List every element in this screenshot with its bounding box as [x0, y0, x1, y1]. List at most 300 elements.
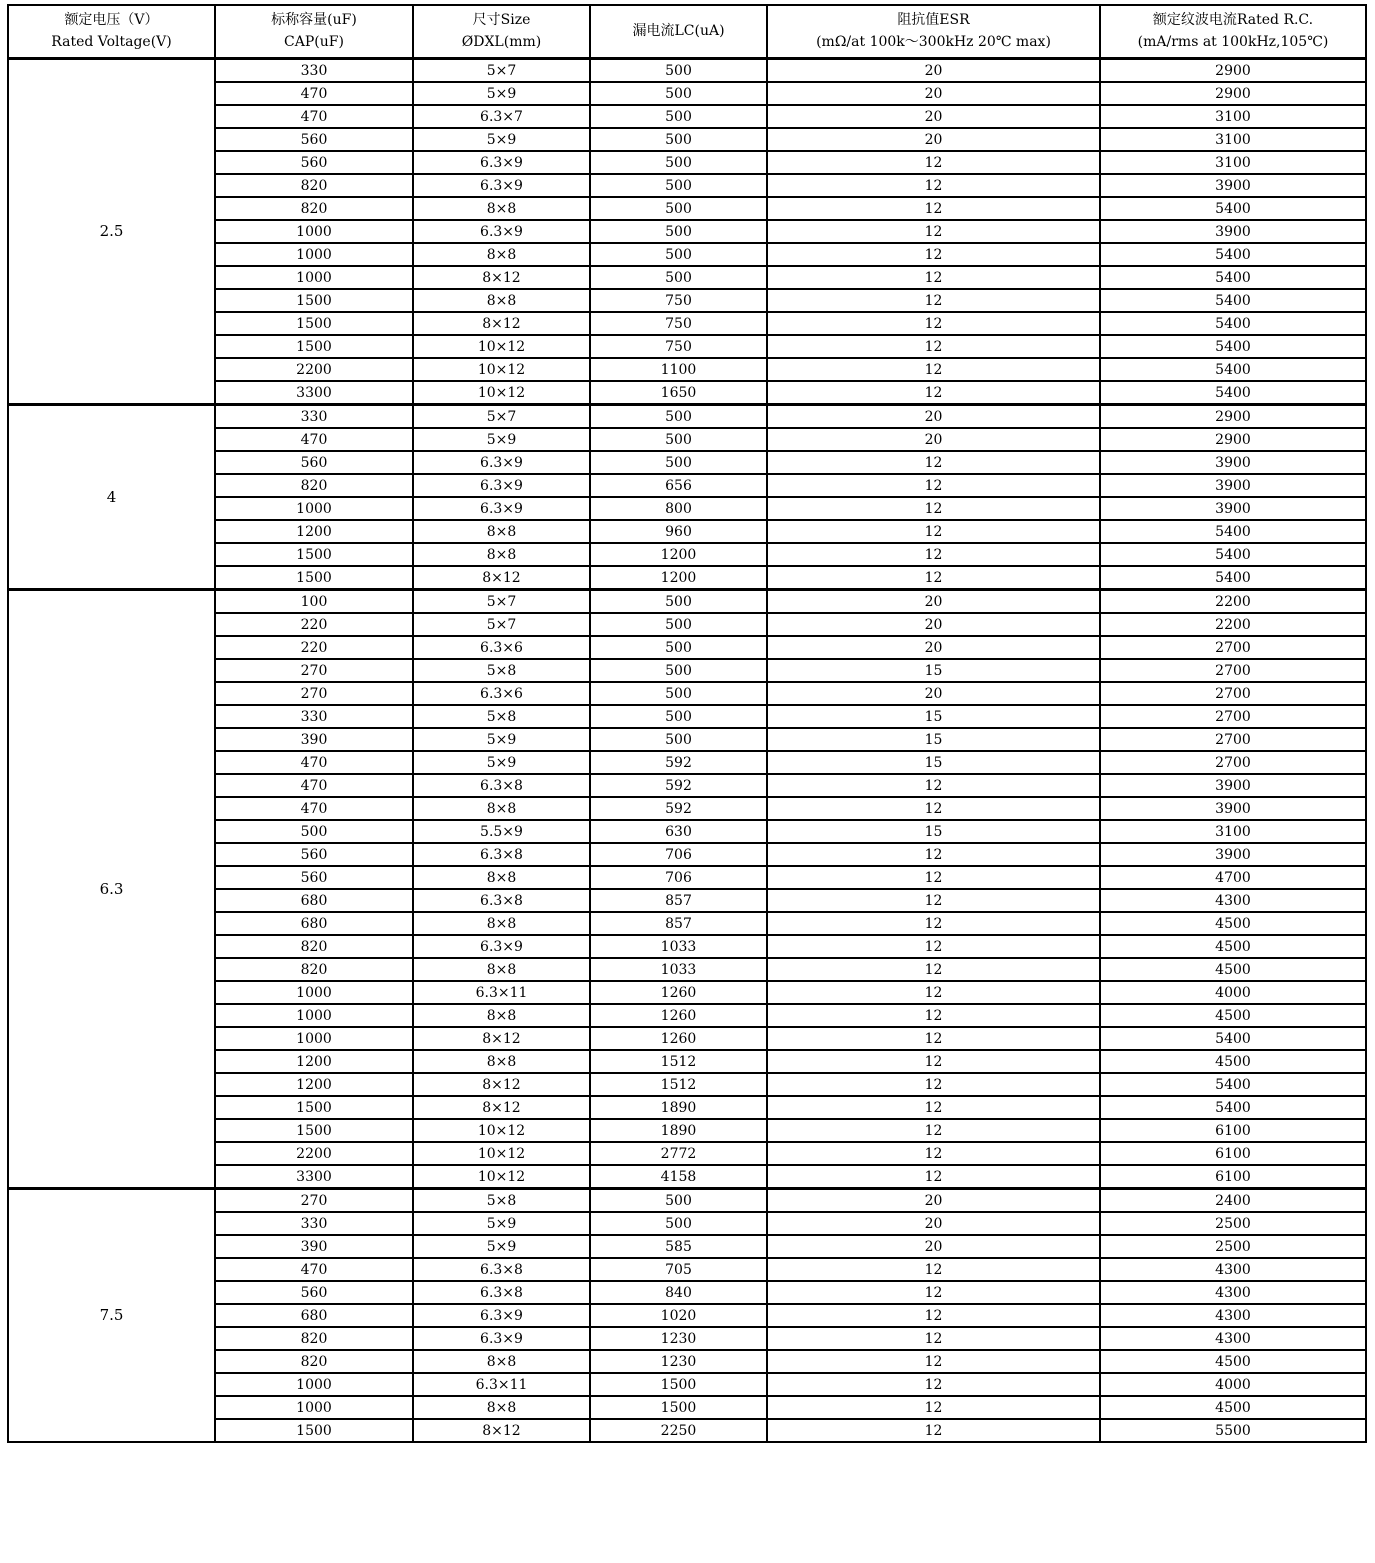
capacitance-cell: 270 — [215, 682, 413, 705]
size-cell: 6.3×9 — [413, 174, 590, 197]
ripple-current-cell: 2900 — [1100, 82, 1366, 105]
size-cell: 8×8 — [413, 1050, 590, 1073]
esr-cell: 12 — [767, 566, 1100, 590]
ripple-current-cell: 2900 — [1100, 405, 1366, 429]
esr-cell: 15 — [767, 728, 1100, 751]
table-body — [8, 59, 1366, 1443]
ripple-current-cell: 5400 — [1100, 335, 1366, 358]
ripple-current-cell: 6100 — [1100, 1142, 1366, 1165]
leakage-current-cell: 500 — [590, 451, 767, 474]
leakage-current-cell: 960 — [590, 520, 767, 543]
size-cell: 6.3×7 — [413, 105, 590, 128]
capacitance-cell: 470 — [215, 797, 413, 820]
size-cell: 10×12 — [413, 381, 590, 405]
ripple-current-cell: 2700 — [1100, 636, 1366, 659]
leakage-current-cell: 706 — [590, 843, 767, 866]
header-esr-condition: (mΩ/at 100k～300kHz 20℃ max) — [816, 33, 1051, 50]
size-cell: 5×7 — [413, 613, 590, 636]
ripple-current-cell: 3100 — [1100, 820, 1366, 843]
esr-cell: 12 — [767, 1373, 1100, 1396]
size-cell: 8×8 — [413, 797, 590, 820]
capacitance-cell: 560 — [215, 866, 413, 889]
header-capacitance — [215, 5, 413, 59]
leakage-current-cell: 1890 — [590, 1096, 767, 1119]
header-leakage-current — [590, 5, 767, 59]
size-cell: 6.3×9 — [413, 497, 590, 520]
esr-cell: 12 — [767, 958, 1100, 981]
esr-cell: 12 — [767, 266, 1100, 289]
ripple-current-cell: 2700 — [1100, 659, 1366, 682]
ripple-current-cell: 2700 — [1100, 728, 1366, 751]
ripple-current-cell: 4500 — [1100, 1050, 1366, 1073]
size-cell: 10×12 — [413, 1165, 590, 1189]
size-cell: 8×12 — [413, 1419, 590, 1442]
capacitance-cell: 1000 — [215, 220, 413, 243]
esr-cell: 12 — [767, 981, 1100, 1004]
header-esr-zh: 阻抗值ESR — [897, 11, 970, 28]
capacitance-cell: 820 — [215, 474, 413, 497]
ripple-current-cell: 2200 — [1100, 590, 1366, 614]
ripple-current-cell: 6100 — [1100, 1119, 1366, 1142]
esr-cell: 12 — [767, 1419, 1100, 1442]
capacitance-cell: 1500 — [215, 335, 413, 358]
size-cell: 6.3×9 — [413, 451, 590, 474]
ripple-current-cell: 3900 — [1100, 497, 1366, 520]
esr-cell: 12 — [767, 381, 1100, 405]
size-cell: 8×8 — [413, 1396, 590, 1419]
size-cell: 10×12 — [413, 1119, 590, 1142]
size-cell: 10×12 — [413, 1142, 590, 1165]
leakage-current-cell: 500 — [590, 728, 767, 751]
size-cell: 6.3×9 — [413, 1327, 590, 1350]
leakage-current-cell: 592 — [590, 774, 767, 797]
capacitance-cell: 270 — [215, 1189, 413, 1213]
esr-cell: 12 — [767, 335, 1100, 358]
ripple-current-cell: 5400 — [1100, 1096, 1366, 1119]
size-cell: 5×9 — [413, 751, 590, 774]
header-esr — [767, 5, 1100, 59]
capacitance-cell: 1000 — [215, 981, 413, 1004]
ripple-current-cell: 4300 — [1100, 1304, 1366, 1327]
ripple-current-cell: 2500 — [1100, 1235, 1366, 1258]
capacitance-cell: 820 — [215, 958, 413, 981]
esr-cell: 12 — [767, 1350, 1100, 1373]
ripple-current-cell: 5400 — [1100, 266, 1366, 289]
leakage-current-cell: 1512 — [590, 1073, 767, 1096]
size-cell: 10×12 — [413, 335, 590, 358]
esr-cell: 20 — [767, 59, 1100, 83]
leakage-current-cell: 500 — [590, 590, 767, 614]
esr-cell: 20 — [767, 128, 1100, 151]
size-cell: 5×9 — [413, 1235, 590, 1258]
leakage-current-cell: 500 — [590, 613, 767, 636]
capacitance-cell: 3300 — [215, 381, 413, 405]
leakage-current-cell: 2772 — [590, 1142, 767, 1165]
ripple-current-cell: 5400 — [1100, 1027, 1366, 1050]
capacitance-cell: 560 — [215, 128, 413, 151]
esr-cell: 12 — [767, 243, 1100, 266]
esr-cell: 12 — [767, 1304, 1100, 1327]
esr-cell: 12 — [767, 866, 1100, 889]
size-cell: 8×12 — [413, 312, 590, 335]
esr-cell: 12 — [767, 912, 1100, 935]
esr-cell: 20 — [767, 590, 1100, 614]
leakage-current-cell: 1512 — [590, 1050, 767, 1073]
esr-cell: 20 — [767, 1235, 1100, 1258]
size-cell: 8×12 — [413, 1073, 590, 1096]
leakage-current-cell: 500 — [590, 428, 767, 451]
leakage-current-cell: 1500 — [590, 1396, 767, 1419]
leakage-current-cell: 1020 — [590, 1304, 767, 1327]
leakage-current-cell: 4158 — [590, 1165, 767, 1189]
esr-cell: 12 — [767, 774, 1100, 797]
capacitance-cell: 1200 — [215, 1073, 413, 1096]
capacitance-cell: 560 — [215, 843, 413, 866]
esr-cell: 12 — [767, 174, 1100, 197]
leakage-current-cell: 1650 — [590, 381, 767, 405]
leakage-current-cell: 500 — [590, 82, 767, 105]
leakage-current-cell: 500 — [590, 1212, 767, 1235]
capacitance-cell: 2200 — [215, 358, 413, 381]
size-cell: 5×8 — [413, 1189, 590, 1213]
ripple-current-cell: 5400 — [1100, 381, 1366, 405]
rated-voltage-cell: 6.3 — [8, 590, 215, 1189]
ripple-current-cell: 2500 — [1100, 1212, 1366, 1235]
size-cell: 5×9 — [413, 128, 590, 151]
esr-cell: 12 — [767, 151, 1100, 174]
table-row — [8, 1189, 1366, 1213]
esr-cell: 12 — [767, 1258, 1100, 1281]
size-cell: 8×8 — [413, 958, 590, 981]
esr-cell: 12 — [767, 497, 1100, 520]
capacitance-cell: 1000 — [215, 497, 413, 520]
ripple-current-cell: 4000 — [1100, 981, 1366, 1004]
capacitance-cell: 470 — [215, 428, 413, 451]
ripple-current-cell: 5400 — [1100, 289, 1366, 312]
size-cell: 8×8 — [413, 520, 590, 543]
leakage-current-cell: 750 — [590, 312, 767, 335]
ripple-current-cell: 2400 — [1100, 1189, 1366, 1213]
leakage-current-cell: 500 — [590, 151, 767, 174]
esr-cell: 12 — [767, 312, 1100, 335]
capacitance-cell: 500 — [215, 820, 413, 843]
size-cell: 5×9 — [413, 1212, 590, 1235]
header-ripple-current — [1100, 5, 1366, 59]
leakage-current-cell: 1200 — [590, 566, 767, 590]
ripple-current-cell: 4500 — [1100, 1004, 1366, 1027]
capacitance-cell: 330 — [215, 705, 413, 728]
size-cell: 8×12 — [413, 1096, 590, 1119]
leakage-current-cell: 1500 — [590, 1373, 767, 1396]
size-cell: 6.3×8 — [413, 1258, 590, 1281]
leakage-current-cell: 592 — [590, 751, 767, 774]
ripple-current-cell: 4500 — [1100, 912, 1366, 935]
leakage-current-cell: 857 — [590, 889, 767, 912]
capacitance-cell: 820 — [215, 1327, 413, 1350]
header-leakage-current-label: 漏电流LC(uA) — [632, 22, 725, 39]
leakage-current-cell: 656 — [590, 474, 767, 497]
leakage-current-cell: 1260 — [590, 1027, 767, 1050]
esr-cell: 12 — [767, 1327, 1100, 1350]
ripple-current-cell: 5400 — [1100, 566, 1366, 590]
size-cell: 5×7 — [413, 590, 590, 614]
capacitance-cell: 1000 — [215, 1004, 413, 1027]
capacitance-cell: 330 — [215, 1212, 413, 1235]
esr-cell: 12 — [767, 451, 1100, 474]
size-cell: 6.3×6 — [413, 682, 590, 705]
ripple-current-cell: 5400 — [1100, 243, 1366, 266]
leakage-current-cell: 1033 — [590, 935, 767, 958]
capacitance-cell: 820 — [215, 935, 413, 958]
header-size — [413, 5, 590, 59]
leakage-current-cell: 592 — [590, 797, 767, 820]
size-cell: 6.3×8 — [413, 843, 590, 866]
leakage-current-cell: 500 — [590, 405, 767, 429]
esr-cell: 20 — [767, 613, 1100, 636]
leakage-current-cell: 500 — [590, 636, 767, 659]
capacitance-cell: 470 — [215, 1258, 413, 1281]
size-cell: 8×8 — [413, 197, 590, 220]
capacitance-cell: 1500 — [215, 1419, 413, 1442]
ripple-current-cell: 2700 — [1100, 705, 1366, 728]
leakage-current-cell: 1033 — [590, 958, 767, 981]
esr-cell: 12 — [767, 520, 1100, 543]
size-cell: 6.3×9 — [413, 1304, 590, 1327]
ripple-current-cell: 4300 — [1100, 889, 1366, 912]
size-cell: 6.3×11 — [413, 981, 590, 1004]
capacitance-cell: 1200 — [215, 520, 413, 543]
capacitance-cell: 680 — [215, 912, 413, 935]
esr-cell: 12 — [767, 1004, 1100, 1027]
ripple-current-cell: 5400 — [1100, 520, 1366, 543]
size-cell: 6.3×6 — [413, 636, 590, 659]
esr-cell: 20 — [767, 1212, 1100, 1235]
table-header — [8, 5, 1366, 59]
esr-cell: 12 — [767, 220, 1100, 243]
esr-cell: 12 — [767, 197, 1100, 220]
ripple-current-cell: 3100 — [1100, 105, 1366, 128]
size-cell: 5×8 — [413, 705, 590, 728]
esr-cell: 20 — [767, 405, 1100, 429]
ripple-current-cell: 5400 — [1100, 312, 1366, 335]
ripple-current-cell: 3900 — [1100, 174, 1366, 197]
ripple-current-cell: 4500 — [1100, 935, 1366, 958]
header-row — [8, 5, 1366, 59]
leakage-current-cell: 500 — [590, 197, 767, 220]
esr-cell: 12 — [767, 1073, 1100, 1096]
capacitor-spec-table — [7, 4, 1367, 1443]
rated-voltage-cell: 7.5 — [8, 1189, 215, 1443]
ripple-current-cell: 4500 — [1100, 958, 1366, 981]
ripple-current-cell: 3900 — [1100, 220, 1366, 243]
esr-cell: 20 — [767, 105, 1100, 128]
size-cell: 5.5×9 — [413, 820, 590, 843]
ripple-current-cell: 3900 — [1100, 474, 1366, 497]
leakage-current-cell: 1260 — [590, 1004, 767, 1027]
header-rated-voltage-en: Rated Voltage(V) — [51, 33, 172, 50]
leakage-current-cell: 857 — [590, 912, 767, 935]
header-size-zh: 尺寸Size — [472, 11, 531, 28]
leakage-current-cell: 750 — [590, 289, 767, 312]
esr-cell: 12 — [767, 935, 1100, 958]
capacitance-cell: 390 — [215, 728, 413, 751]
capacitance-cell: 820 — [215, 197, 413, 220]
leakage-current-cell: 500 — [590, 128, 767, 151]
ripple-current-cell: 2900 — [1100, 428, 1366, 451]
ripple-current-cell: 5400 — [1100, 543, 1366, 566]
capacitance-cell: 270 — [215, 659, 413, 682]
capacitance-cell: 470 — [215, 751, 413, 774]
esr-cell: 12 — [767, 474, 1100, 497]
size-cell: 5×7 — [413, 59, 590, 83]
capacitance-cell: 330 — [215, 59, 413, 83]
leakage-current-cell: 1200 — [590, 543, 767, 566]
ripple-current-cell: 2700 — [1100, 751, 1366, 774]
esr-cell: 12 — [767, 1165, 1100, 1189]
capacitance-cell: 680 — [215, 1304, 413, 1327]
header-capacitance-zh: 标称容量(uF) — [271, 11, 357, 28]
leakage-current-cell: 705 — [590, 1258, 767, 1281]
capacitance-cell: 390 — [215, 1235, 413, 1258]
leakage-current-cell: 2250 — [590, 1419, 767, 1442]
leakage-current-cell: 1260 — [590, 981, 767, 1004]
capacitance-cell: 820 — [215, 174, 413, 197]
size-cell: 8×8 — [413, 1004, 590, 1027]
capacitance-cell: 1200 — [215, 1050, 413, 1073]
capacitance-cell: 330 — [215, 405, 413, 429]
leakage-current-cell: 500 — [590, 174, 767, 197]
esr-cell: 12 — [767, 889, 1100, 912]
esr-cell: 12 — [767, 289, 1100, 312]
size-cell: 8×8 — [413, 866, 590, 889]
esr-cell: 15 — [767, 751, 1100, 774]
capacitance-cell: 2200 — [215, 1142, 413, 1165]
ripple-current-cell: 6100 — [1100, 1165, 1366, 1189]
ripple-current-cell: 4300 — [1100, 1258, 1366, 1281]
leakage-current-cell: 1230 — [590, 1327, 767, 1350]
esr-cell: 15 — [767, 705, 1100, 728]
leakage-current-cell: 706 — [590, 866, 767, 889]
ripple-current-cell: 4300 — [1100, 1327, 1366, 1350]
capacitance-cell: 1000 — [215, 266, 413, 289]
ripple-current-cell: 2900 — [1100, 59, 1366, 83]
size-cell: 8×8 — [413, 543, 590, 566]
capacitance-cell: 470 — [215, 105, 413, 128]
esr-cell: 12 — [767, 1281, 1100, 1304]
size-cell: 8×8 — [413, 289, 590, 312]
size-cell: 5×9 — [413, 728, 590, 751]
capacitance-cell: 3300 — [215, 1165, 413, 1189]
leakage-current-cell: 500 — [590, 59, 767, 83]
esr-cell: 20 — [767, 636, 1100, 659]
leakage-current-cell: 500 — [590, 220, 767, 243]
leakage-current-cell: 1890 — [590, 1119, 767, 1142]
ripple-current-cell: 3900 — [1100, 774, 1366, 797]
ripple-current-cell: 4000 — [1100, 1373, 1366, 1396]
size-cell: 8×8 — [413, 243, 590, 266]
esr-cell: 12 — [767, 1027, 1100, 1050]
esr-cell: 12 — [767, 543, 1100, 566]
capacitance-cell: 470 — [215, 82, 413, 105]
ripple-current-cell: 3900 — [1100, 451, 1366, 474]
size-cell: 6.3×9 — [413, 151, 590, 174]
esr-cell: 12 — [767, 1396, 1100, 1419]
capacitance-cell: 1500 — [215, 312, 413, 335]
capacitance-cell: 1500 — [215, 289, 413, 312]
ripple-current-cell: 3900 — [1100, 843, 1366, 866]
capacitance-cell: 220 — [215, 636, 413, 659]
capacitance-cell: 560 — [215, 151, 413, 174]
ripple-current-cell: 3100 — [1100, 128, 1366, 151]
table-row — [8, 405, 1366, 429]
ripple-current-cell: 5500 — [1100, 1419, 1366, 1442]
ripple-current-cell: 4300 — [1100, 1281, 1366, 1304]
header-ripple-current-condition: (mA/rms at 100kHz,105℃) — [1137, 33, 1329, 50]
size-cell: 8×12 — [413, 266, 590, 289]
esr-cell: 20 — [767, 1189, 1100, 1213]
esr-cell: 12 — [767, 1119, 1100, 1142]
leakage-current-cell: 500 — [590, 105, 767, 128]
esr-cell: 12 — [767, 797, 1100, 820]
esr-cell: 15 — [767, 820, 1100, 843]
capacitance-cell: 560 — [215, 451, 413, 474]
table-row — [8, 59, 1366, 83]
header-rated-voltage — [8, 5, 215, 59]
esr-cell: 20 — [767, 682, 1100, 705]
size-cell: 8×12 — [413, 566, 590, 590]
size-cell: 6.3×8 — [413, 774, 590, 797]
capacitance-cell: 680 — [215, 889, 413, 912]
size-cell: 10×12 — [413, 358, 590, 381]
esr-cell: 12 — [767, 1096, 1100, 1119]
capacitance-cell: 1500 — [215, 566, 413, 590]
leakage-current-cell: 500 — [590, 659, 767, 682]
size-cell: 6.3×9 — [413, 220, 590, 243]
leakage-current-cell: 750 — [590, 335, 767, 358]
ripple-current-cell: 2200 — [1100, 613, 1366, 636]
ripple-current-cell: 4500 — [1100, 1396, 1366, 1419]
ripple-current-cell: 4700 — [1100, 866, 1366, 889]
capacitance-cell: 1500 — [215, 1119, 413, 1142]
leakage-current-cell: 1100 — [590, 358, 767, 381]
header-ripple-current-zh: 额定纹波电流Rated R.C. — [1152, 11, 1314, 28]
ripple-current-cell: 3100 — [1100, 151, 1366, 174]
ripple-current-cell: 5400 — [1100, 197, 1366, 220]
size-cell: 8×8 — [413, 1350, 590, 1373]
capacitance-cell: 1000 — [215, 1396, 413, 1419]
ripple-current-cell: 3900 — [1100, 797, 1366, 820]
size-cell: 8×8 — [413, 912, 590, 935]
esr-cell: 20 — [767, 428, 1100, 451]
leakage-current-cell: 500 — [590, 1189, 767, 1213]
table-row — [8, 590, 1366, 614]
capacitance-cell: 220 — [215, 613, 413, 636]
rated-voltage-cell: 4 — [8, 405, 215, 590]
leakage-current-cell: 800 — [590, 497, 767, 520]
size-cell: 6.3×9 — [413, 935, 590, 958]
size-cell: 6.3×8 — [413, 1281, 590, 1304]
ripple-current-cell: 4500 — [1100, 1350, 1366, 1373]
leakage-current-cell: 500 — [590, 682, 767, 705]
esr-cell: 20 — [767, 82, 1100, 105]
capacitance-cell: 1000 — [215, 243, 413, 266]
capacitance-cell: 100 — [215, 590, 413, 614]
esr-cell: 12 — [767, 358, 1100, 381]
ripple-current-cell: 2700 — [1100, 682, 1366, 705]
leakage-current-cell: 500 — [590, 266, 767, 289]
size-cell: 6.3×9 — [413, 474, 590, 497]
header-rated-voltage-zh: 额定电压（V） — [64, 11, 159, 28]
